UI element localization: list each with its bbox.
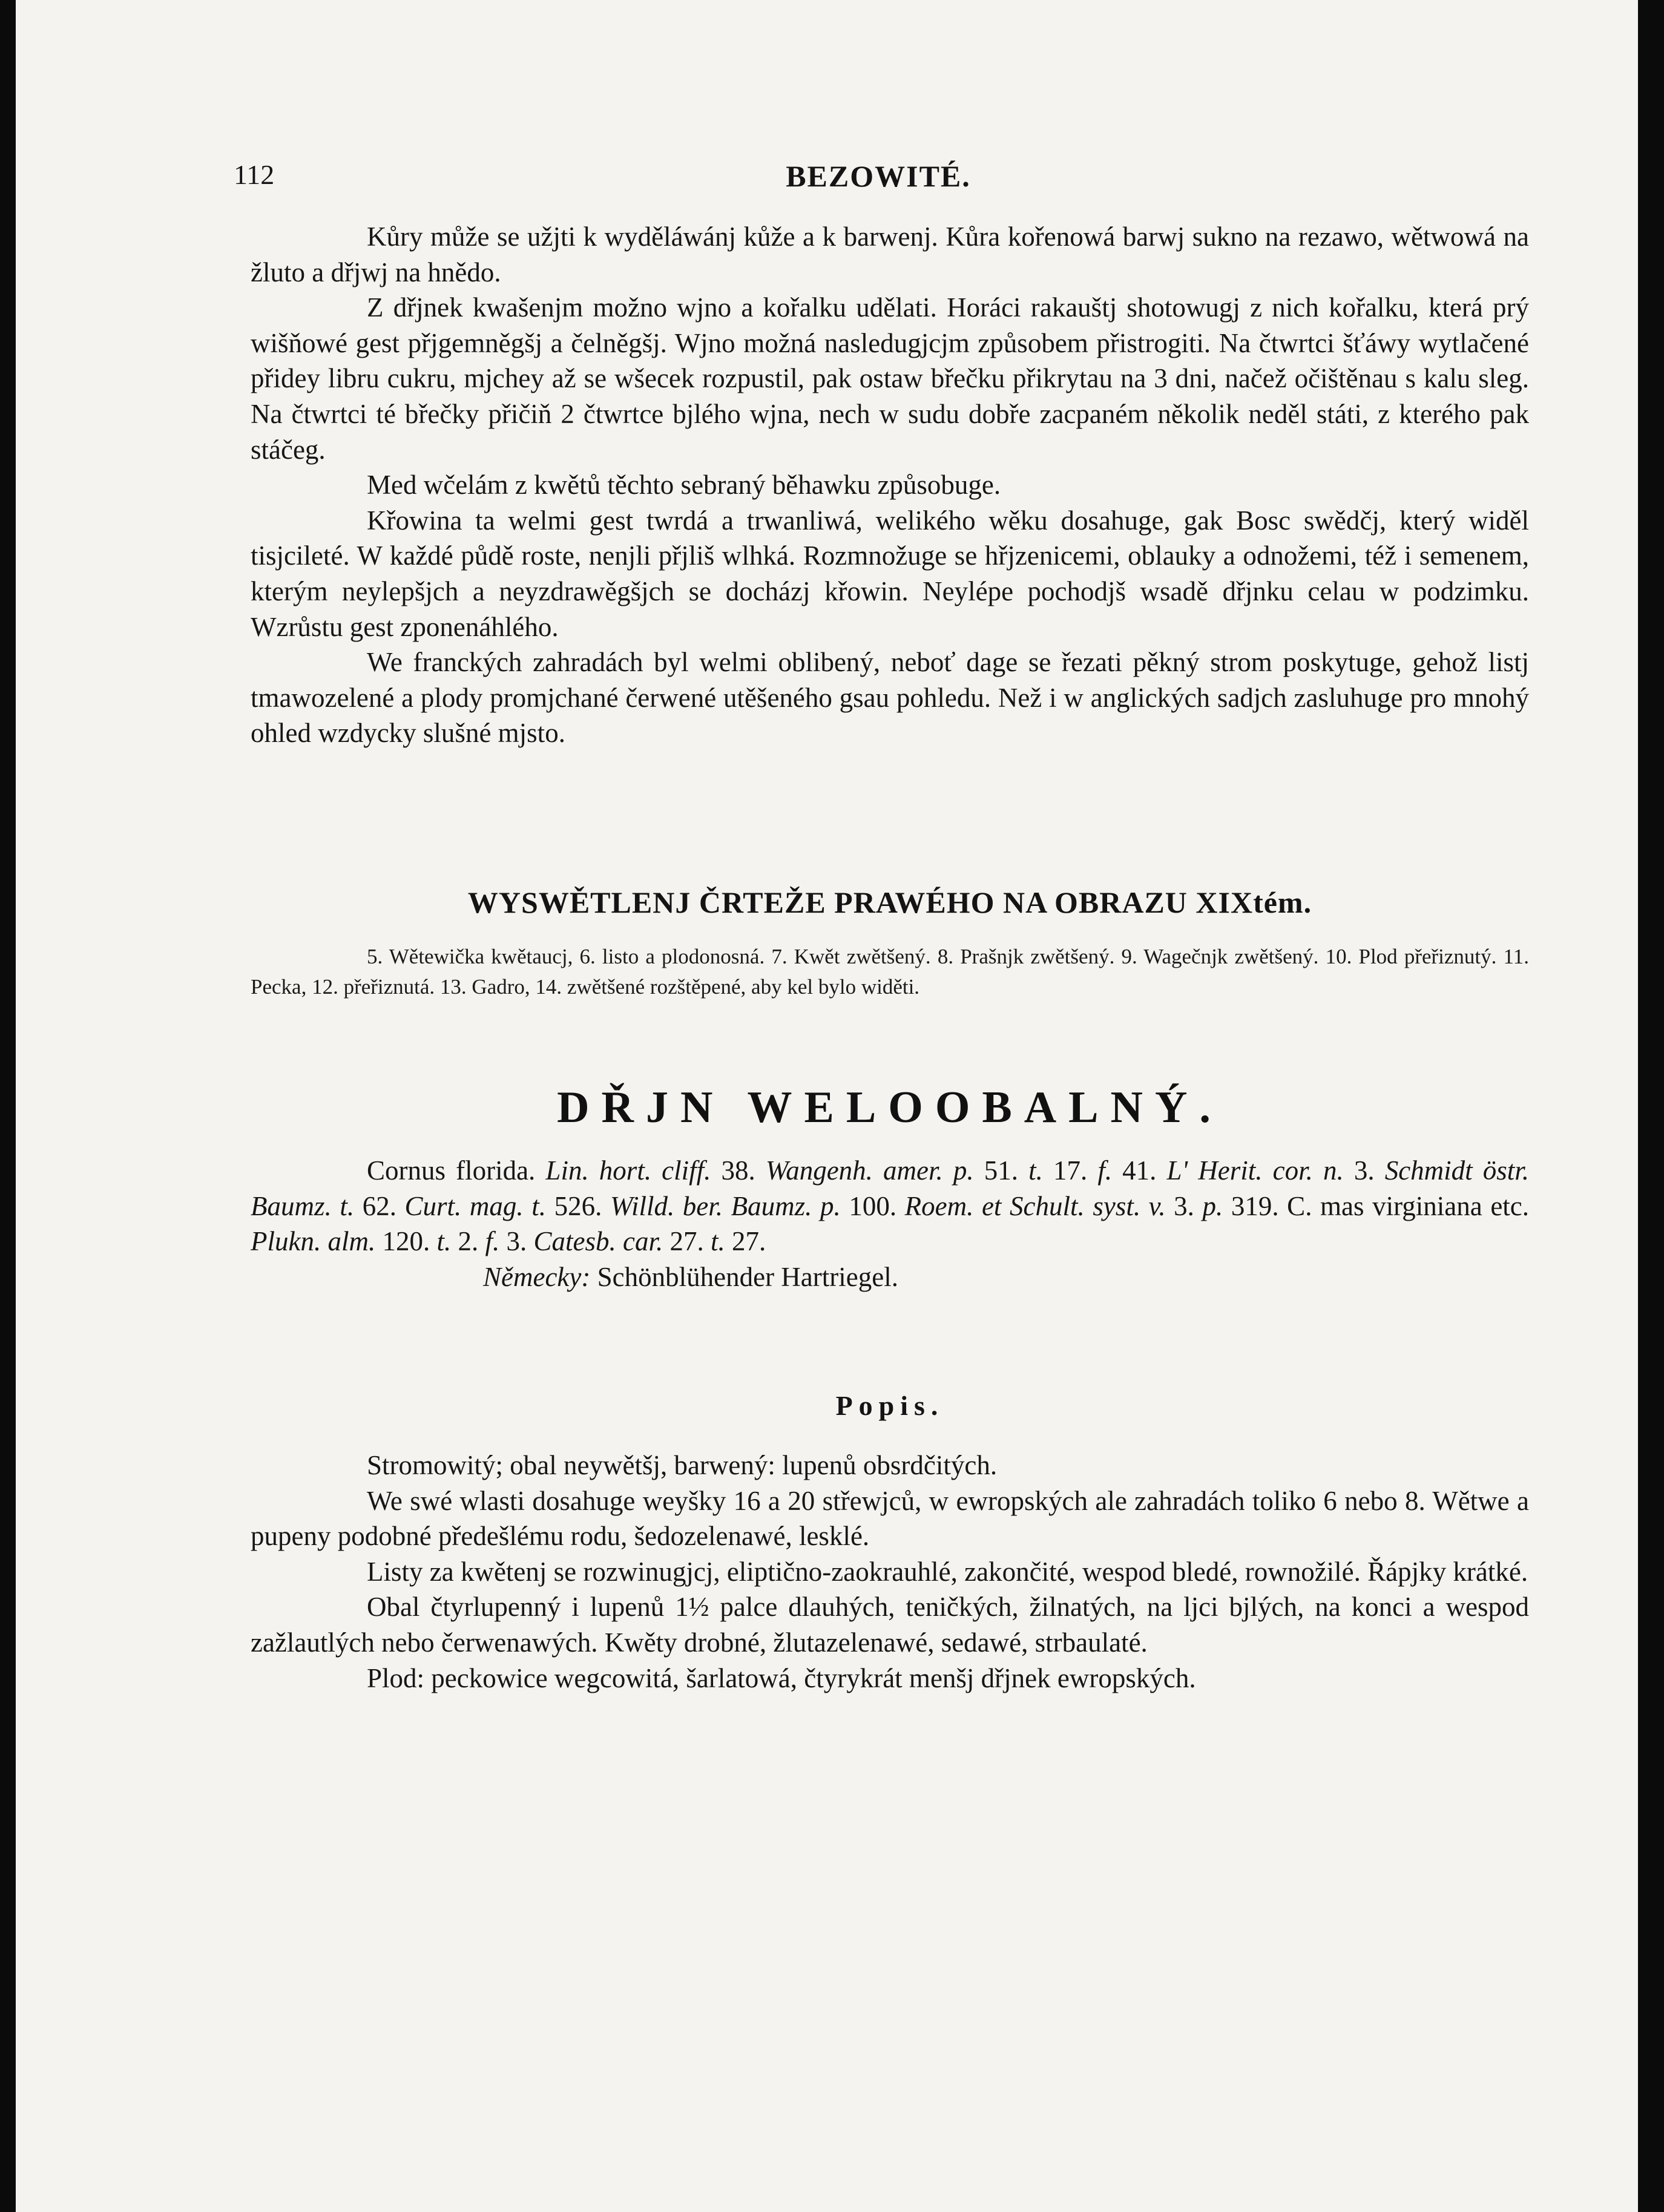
paragraph: Z dřjnek kwašenjm možno wjno a kořalku udělati. Horáci rakauštj shotowugj z nich kořalku, která prý wišňowé gest přjgemněgšj a čelněgšj. Wjno možná nasledugjcjm způsobem přistrogiti. Na čtwrtci šťáwy wytlačené přidey libru cukru, mjchey až se wšecek rozpustil, pak ostaw břečku přikrytau na 3 dni, načež očištěnau s kalu sleg. Na čtwrtci té břečky přičiň 2 čtwrtce bjlého wjna, nech w sudu dobře zacpaném několik neděl státi, z kterého pak stáčeg. — [251, 292, 1529, 465]
paragraph: We franckých zahradách byl welmi oblibený, neboť dage se řezati pěkný strom poskytuge, gehož listj tmawozelené a plody promjchané čerwené utěšeného gsau pohledu. Než i w anglických sadjch zasluhuge pro mnohý ohled wzdycky slušné mjsto. — [251, 647, 1529, 749]
german-name: Schönblühender Hartriegel. — [590, 1261, 898, 1292]
paragraph: Med wčelám z kwětů těchto sebraný běhawku způsobuge. — [367, 470, 1001, 500]
synonymy-segment: L' Herit. cor. n. — [1166, 1155, 1354, 1186]
synonymy-segment: 27. — [669, 1226, 711, 1257]
synonymy-segment: 3. — [1174, 1190, 1203, 1221]
paragraph: Kůry může se užjti k wyděláwánj kůže a k barwenj. Kůra kořenowá barwj sukno na rezawo, wětwowá na žluto a dřjwj na hnědo. — [251, 222, 1529, 287]
running-head — [234, 159, 1523, 201]
synonymy-segment: Cornus florida. — [367, 1155, 546, 1186]
synonymy-segment: 100. — [849, 1190, 905, 1221]
synonymy-segment: t. — [1028, 1155, 1053, 1186]
description-heading: Popis. — [835, 1390, 944, 1421]
synonymy-segment: Catesb. car. — [533, 1226, 670, 1257]
synonymy-segment: 3. — [506, 1226, 534, 1257]
paragraph: We swé wlasti dosahuge weyšky 16 a 20 střewjců, w ewropských ale zahradách toliko 6 nebo 8. Wětwe a pupeny podobné předešlému rodu, šedozelenawé, lesklé. — [251, 1485, 1529, 1552]
synonymy-segment: Lin. hort. cliff. — [545, 1155, 722, 1186]
synonymy-segment: Willd. ber. Baumz. p. — [610, 1190, 849, 1221]
synonymy-section — [251, 1153, 1529, 1295]
running-title: BEZOWITÉ. — [786, 159, 971, 193]
page-number: 112 — [234, 159, 275, 190]
book-page — [16, 0, 1638, 2212]
synonymy-segment: p. — [1202, 1190, 1231, 1221]
synonymy-segment: Plukn. alm. — [251, 1226, 383, 1257]
paragraph: Plod: peckowice wegcowitá, šarlatowá, čtyrykrát menšj dřjnek ewropských. — [367, 1662, 1196, 1693]
plate-legend — [251, 942, 1529, 1002]
synonymy-segment: Roem. et Schult. syst. v. — [904, 1190, 1174, 1221]
synonymy-segment: t. — [711, 1226, 732, 1257]
plate-explanation-heading: WYSWĚTLENJ ČRTEŽE PRAWÉHO NA OBRAZU XIXtém. — [467, 885, 1312, 919]
legend-text: 5. Wětewička kwětaucj, 6. listo a plodonosná. 7. Kwět zwětšený. 8. Prašnjk zwětšený. 9. Wagečnjk zwětšený. 10. Plod přeřiznutý. 11. Pecka, 12. přeřiznutá. 13. Gadro, 14. zwětšené rozštěpené, aby kel bylo widěti. — [251, 945, 1529, 999]
synonymy-segment: t. — [436, 1226, 458, 1257]
paragraph: Stromowitý; obal neywětšj, barwený: lupenů obsrdčitých. — [367, 1450, 998, 1480]
synonymy-segment: Wangenh. amer. p. — [765, 1155, 984, 1186]
synonymy-segment: 17. — [1053, 1155, 1098, 1186]
synonymy-segment: 41. — [1122, 1155, 1167, 1186]
paragraph: Listy za kwětenj se rozwinugjcj, eliptično-zaokrauhlé, zakončité, wespod bledé, rownožilé. Řápjky krátké. — [367, 1556, 1528, 1587]
synonymy-segment: 3. — [1353, 1155, 1385, 1186]
synonymy-segment: Schmidt östr. Baumz. t. — [251, 1155, 1530, 1221]
synonymy-segment: 2. — [458, 1226, 485, 1257]
synonymy-segment: 27. — [732, 1226, 766, 1257]
german-label: Německy: — [483, 1261, 591, 1292]
intro-section — [251, 219, 1529, 751]
synonymy-segment: 51. — [984, 1155, 1029, 1186]
synonymy-references — [251, 1153, 1529, 1259]
paragraph: Křowina ta welmi gest twrdá a trwanliwá, welikého wěku dosahuge, gak Bosc swědčj, který widěl tisjcileté. W každé půdě roste, nenjli přjliš wlhká. Rozmnožuge se hřjzenicemi, oblauky a odnožemi, též i semenem, kterým neylepšjch a neyzdrawěgšjch se docházj křowin. Neylépe pochodjš wsadě dřjnku celau w podzimku. Wzrůstu gest zponenáhlého. — [251, 505, 1529, 642]
synonymy-segment: 38. — [721, 1155, 766, 1186]
description-section — [251, 1448, 1529, 1696]
synonymy-segment: f. — [1097, 1155, 1123, 1186]
synonymy-segment: 319. C. mas virginiana etc. — [1231, 1190, 1530, 1221]
species-title: DŘJN WELOOBALNÝ. — [557, 1083, 1223, 1132]
synonymy-segment: 526. — [554, 1190, 610, 1221]
synonymy-segment: f. — [485, 1226, 507, 1257]
german-name-line — [251, 1259, 1529, 1295]
synonymy-segment: Curt. mag. t. — [404, 1190, 554, 1221]
synonymy-segment: 62. — [362, 1190, 405, 1221]
synonymy-segment: 120. — [382, 1226, 437, 1257]
paragraph: Obal čtyrlupenný i lupenů 1½ palce dlauhých, teničkých, žilnatých, na ljci bjlých, na konci a wespod zažlautlých nebo čerwenawých. Kwěty drobné, žlutazelenawé, sedawé, strbaulaté. — [251, 1592, 1529, 1658]
